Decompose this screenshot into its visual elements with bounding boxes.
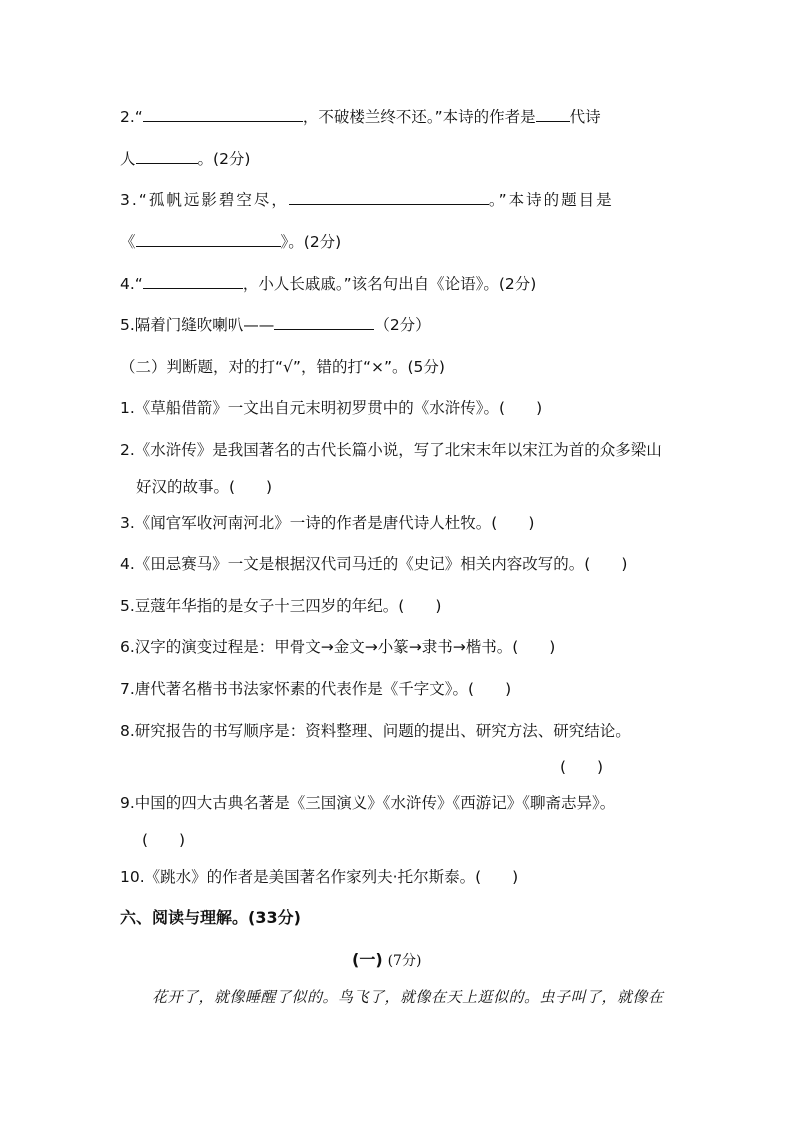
judge-item-continuation: 好汉的故事。( ) [136, 478, 273, 496]
question-text: ，不破楼兰终不还。”本诗的作者是 [302, 108, 536, 126]
judge-heading: （二）判断题，对的打“√”，错的打“×”。(5分) [120, 358, 445, 376]
judge-item: 9.中国的四大古典名著是《三国演义》《水浒传》《西游记》《聊斋志异》。 [120, 794, 616, 812]
judge-item: 7.唐代著名楷书书法家怀素的代表作是《千字文》。( ) [120, 680, 512, 698]
judge-item: 5.豆蔻年华指的是女子十三四岁的年纪。( ) [120, 597, 442, 615]
answer-parentheses: ( ) [142, 831, 186, 849]
question-3-line2 [120, 231, 341, 253]
reading-heading: 六、阅读与理解。(33分) [120, 908, 301, 927]
answer-blank[interactable] [136, 231, 281, 247]
answer-blank[interactable] [289, 189, 489, 205]
judge-item: 3.《闻官军收河南河北》一诗的作者是唐代诗人杜牧。( ) [120, 514, 535, 532]
question-points: 》。(2分) [280, 233, 342, 251]
passage-heading [352, 949, 421, 972]
judge-item: 6.汉字的演变过程是：甲骨文→金文→小篆→隶书→楷书。( ) [120, 638, 556, 656]
question-text: 《 [120, 233, 136, 251]
question-text: ，小人长戚戚。”该名句出自《论语》。(2分) [242, 275, 537, 293]
answer-blank[interactable] [536, 106, 570, 122]
answer-blank[interactable] [143, 106, 303, 122]
question-points: 。(2分) [197, 150, 251, 168]
answer-blank[interactable] [143, 273, 243, 289]
judge-item: 10.《跳水》的作者是美国著名作家列夫·托尔斯泰。( ) [120, 868, 519, 886]
quote-open: “ [134, 275, 143, 293]
passage-text: 花开了，就像睡醒了似的。鸟飞了，就像在天上逛似的。虫子叫了，就像在 [152, 988, 664, 1006]
judge-item: 8.研究报告的书写顺序是：资料整理、问题的提出、研究方法、研究结论。 [120, 722, 631, 740]
question-text: “孤帆远影碧空尽， [138, 191, 289, 209]
question-number: 2. [120, 108, 135, 126]
answer-blank[interactable] [136, 148, 198, 164]
question-2-line2 [120, 148, 250, 170]
judge-item: 4.《田忌赛马》一文是根据汉代司马迁的《史记》相关内容改写的。( ) [120, 555, 628, 573]
answer-parentheses: ( ) [560, 758, 604, 776]
question-text: 代诗 [569, 108, 601, 126]
answer-blank[interactable] [274, 314, 374, 330]
question-text: 人 [120, 150, 136, 168]
question-3-line1 [120, 189, 614, 211]
passage-number: (一) [352, 950, 383, 969]
question-2-line1 [120, 106, 601, 128]
question-number: 4. [120, 275, 135, 293]
question-number: 3. [120, 191, 139, 209]
question-text: 。”本诗的题目是 [488, 191, 614, 209]
question-5 [120, 314, 431, 336]
quote-open: “ [134, 108, 143, 126]
question-text: 隔着门缝吹喇叭—— [134, 316, 275, 334]
judge-item: 1.《草船借箭》一文出自元末明初罗贯中的《水浒传》。( ) [120, 399, 543, 417]
question-points: （2分） [374, 316, 431, 334]
passage-points: (7分) [387, 953, 422, 969]
question-number: 5. [120, 316, 135, 334]
judge-item: 2.《水浒传》是我国著名的古代长篇小说，写了北宋末年以宋江为首的众多梁山 [120, 441, 662, 459]
question-4 [120, 273, 536, 295]
